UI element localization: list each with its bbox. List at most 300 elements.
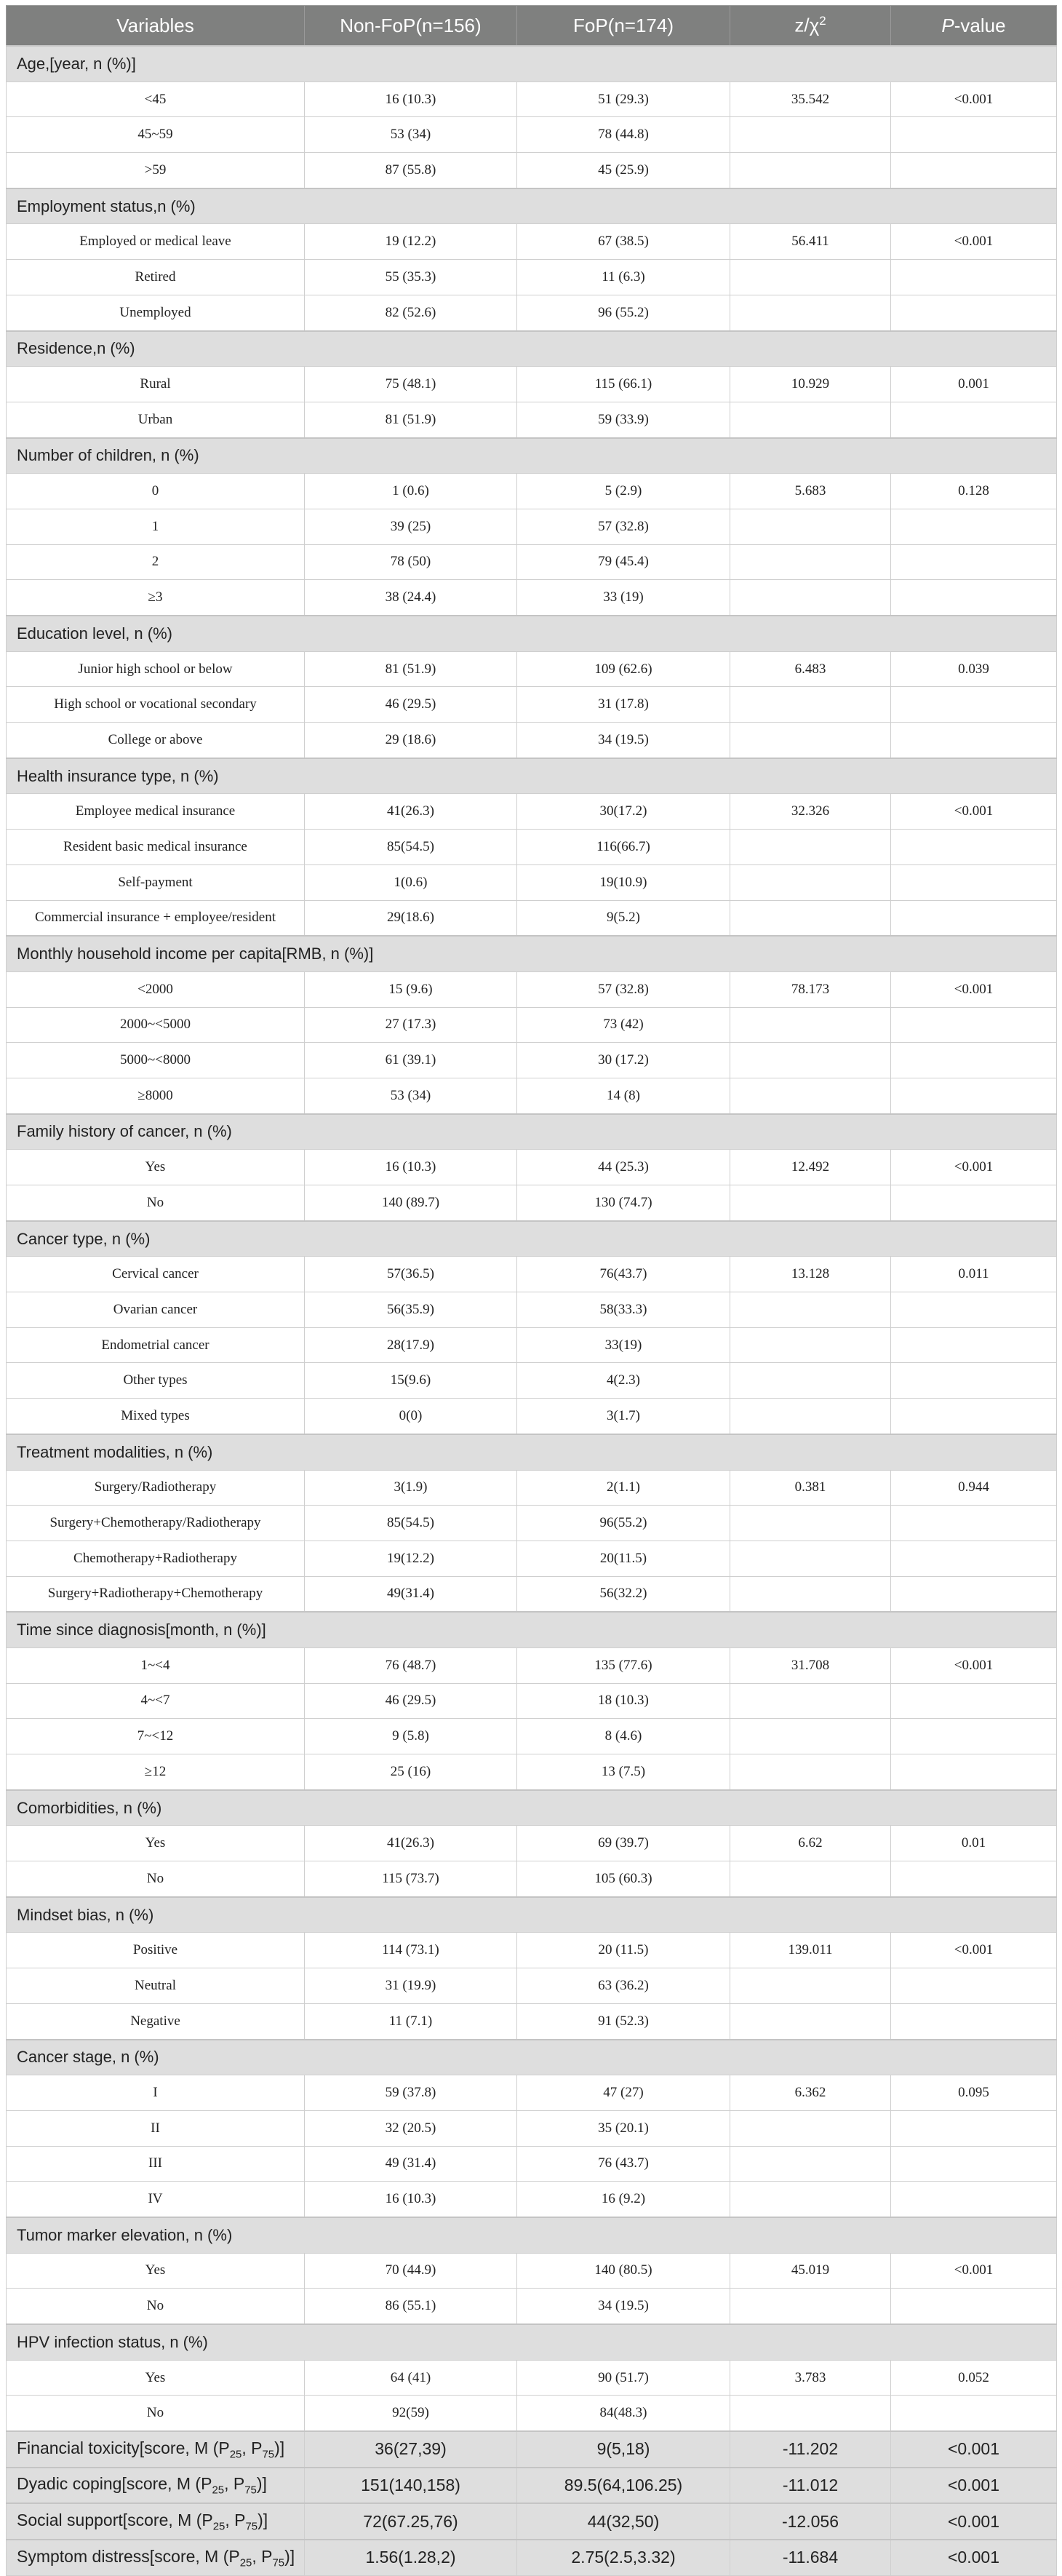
statistic-cell <box>730 1078 891 1113</box>
fop-cell: 11 (6.3) <box>517 260 730 295</box>
score-label-part: , P <box>224 2474 245 2494</box>
p-value-cell <box>891 1506 1057 1541</box>
non-fop-cell: 59 (37.8) <box>305 2075 517 2111</box>
variable-cell: ≥12 <box>7 1754 305 1790</box>
statistic-cell <box>730 153 891 188</box>
fop-cell: 115 (66.1) <box>517 367 730 402</box>
p-value-cell <box>891 544 1057 580</box>
p-value-cell <box>891 153 1057 188</box>
fop-cell: 96 (55.2) <box>517 295 730 330</box>
table-row <box>7 2075 1057 2111</box>
score-label-part: , P <box>252 2546 273 2566</box>
variable-cell: No <box>7 1861 305 1897</box>
fop-cell: 130 (74.7) <box>517 1185 730 1221</box>
table-row <box>7 2182 1057 2217</box>
statistic-cell: 6.483 <box>730 651 891 687</box>
non-fop-cell: 15 (9.6) <box>305 971 517 1007</box>
table-row <box>7 1399 1057 1434</box>
group-row <box>7 2324 1057 2360</box>
fop-cell: 19(10.9) <box>517 864 730 900</box>
table-row <box>7 402 1057 437</box>
table-row <box>7 367 1057 402</box>
statistic-cell <box>730 1399 891 1434</box>
group-row <box>7 331 1057 367</box>
group-title: Time since diagnosis[month, n (%)] <box>7 1612 1057 1647</box>
fop-cell: 59 (33.9) <box>517 402 730 437</box>
group-row <box>7 616 1057 651</box>
non-fop-cell: 70 (44.9) <box>305 2253 517 2289</box>
non-fop-cell: 25 (16) <box>305 1754 517 1790</box>
table-row <box>7 2003 1057 2039</box>
p-value-cell <box>891 2182 1057 2217</box>
p-value-cell <box>891 295 1057 330</box>
p-value-cell <box>891 1754 1057 1790</box>
variable-cell: Self-payment <box>7 864 305 900</box>
group-title: Comorbidities, n (%) <box>7 1790 1057 1826</box>
non-fop-cell: 36(27,39) <box>305 2431 517 2468</box>
stat-label: z/χ <box>794 14 820 36</box>
p-value-cell <box>891 1399 1057 1434</box>
score-label-part: )] <box>257 2510 268 2529</box>
fop-cell: 44 (25.3) <box>517 1150 730 1185</box>
statistic-cell: -12.056 <box>730 2503 891 2540</box>
non-fop-cell: 86 (55.1) <box>305 2289 517 2324</box>
table-row <box>7 1292 1057 1328</box>
table-row <box>7 1327 1057 1363</box>
statistic-cell <box>730 1292 891 1328</box>
statistic-cell <box>730 1043 891 1078</box>
non-fop-cell: 16 (10.3) <box>305 82 517 117</box>
p-value-cell <box>891 1683 1057 1719</box>
header-non-fop: Non-FoP(n=156) <box>305 6 517 47</box>
fop-cell: 33(19) <box>517 1327 730 1363</box>
table-row <box>7 1933 1057 1968</box>
group-title: Residence,n (%) <box>7 331 1057 367</box>
p-value-cell <box>891 1541 1057 1576</box>
non-fop-cell: 1.56(1.28,2) <box>305 2540 517 2575</box>
fop-cell: 44(32,50) <box>517 2503 730 2540</box>
non-fop-cell: 114 (73.1) <box>305 1933 517 1968</box>
non-fop-cell: 61 (39.1) <box>305 1043 517 1078</box>
fop-cell: 105 (60.3) <box>517 1861 730 1897</box>
fop-cell: 67 (38.5) <box>517 224 730 260</box>
group-row <box>7 46 1057 82</box>
variable-cell: Negative <box>7 2003 305 2039</box>
non-fop-cell: 29 (18.6) <box>305 723 517 758</box>
statistic-cell: 6.362 <box>730 2075 891 2111</box>
fop-cell: 5 (2.9) <box>517 474 730 509</box>
p-value-cell: <0.001 <box>891 2503 1057 2540</box>
variable-cell: Endometrial cancer <box>7 1327 305 1363</box>
group-title: Monthly household income per capita[RMB, n (%)] <box>7 936 1057 971</box>
fop-cell: 20 (11.5) <box>517 1933 730 1968</box>
group-row <box>7 188 1057 224</box>
variable-cell: Positive <box>7 1933 305 1968</box>
group-row <box>7 2040 1057 2075</box>
score-label-part: 25 <box>229 2448 242 2461</box>
score-label-part: 75 <box>245 2520 258 2533</box>
group-row <box>7 1221 1057 1257</box>
statistic-cell <box>730 864 891 900</box>
non-fop-cell: 56(35.9) <box>305 1292 517 1328</box>
score-label-part: , P <box>241 2438 263 2457</box>
p-value-cell <box>891 687 1057 723</box>
group-title: HPV infection status, n (%) <box>7 2324 1057 2360</box>
fop-cell: 8 (4.6) <box>517 1719 730 1754</box>
non-fop-cell: 85(54.5) <box>305 1506 517 1541</box>
table-row <box>7 1363 1057 1399</box>
p-value-cell <box>891 1576 1057 1612</box>
non-fop-cell: 64 (41) <box>305 2360 517 2396</box>
table-row <box>7 651 1057 687</box>
fop-cell: 58(33.3) <box>517 1292 730 1328</box>
table-row <box>7 2110 1057 2146</box>
variable-cell: Junior high school or below <box>7 651 305 687</box>
variable-cell: 2 <box>7 544 305 580</box>
non-fop-cell: 85(54.5) <box>305 830 517 865</box>
p-value-cell <box>891 1007 1057 1043</box>
p-value-cell <box>891 260 1057 295</box>
statistic-cell: 35.542 <box>730 82 891 117</box>
statistic-cell: 10.929 <box>730 367 891 402</box>
group-title: Treatment modalities, n (%) <box>7 1434 1057 1470</box>
table-row <box>7 723 1057 758</box>
group-title: Age,[year, n (%)] <box>7 46 1057 82</box>
fop-cell: 9(5.2) <box>517 900 730 936</box>
variable-cell: No <box>7 2289 305 2324</box>
statistic-cell <box>730 1719 891 1754</box>
score-row <box>7 2431 1057 2468</box>
statistic-cell <box>730 1007 891 1043</box>
p-value-cell <box>891 1185 1057 1221</box>
variable-cell: 1 <box>7 509 305 544</box>
variable-cell: I <box>7 2075 305 2111</box>
non-fop-cell: 1 (0.6) <box>305 474 517 509</box>
non-fop-cell: 53 (34) <box>305 1078 517 1113</box>
fop-cell: 78 (44.8) <box>517 117 730 153</box>
fop-cell: 63 (36.2) <box>517 1968 730 2004</box>
table-row <box>7 2253 1057 2289</box>
table-row <box>7 1968 1057 2004</box>
table-row <box>7 1257 1057 1292</box>
non-fop-cell: 46 (29.5) <box>305 1683 517 1719</box>
statistic-cell <box>730 1683 891 1719</box>
table-row <box>7 2289 1057 2324</box>
fop-cell: 76 (43.7) <box>517 2146 730 2182</box>
p-value-cell <box>891 1327 1057 1363</box>
statistic-cell <box>730 2110 891 2146</box>
header-row <box>7 6 1057 47</box>
fop-cell: 76(43.7) <box>517 1257 730 1292</box>
score-label-part: 25 <box>212 2520 225 2533</box>
non-fop-cell: 39 (25) <box>305 509 517 544</box>
header-p-value <box>891 6 1057 47</box>
table-row <box>7 580 1057 616</box>
fop-cell: 56(32.2) <box>517 1576 730 1612</box>
non-fop-cell: 140 (89.7) <box>305 1185 517 1221</box>
non-fop-cell: 92(59) <box>305 2396 517 2431</box>
non-fop-cell: 72(67.25,76) <box>305 2503 517 2540</box>
p-value-cell: <0.001 <box>891 2540 1057 2575</box>
p-value-cell: <0.001 <box>891 224 1057 260</box>
variable-cell: Commercial insurance + employee/resident <box>7 900 305 936</box>
non-fop-cell: 0(0) <box>305 1399 517 1434</box>
table-row <box>7 1150 1057 1185</box>
non-fop-cell: 19(12.2) <box>305 1541 517 1576</box>
group-title: Health insurance type, n (%) <box>7 758 1057 794</box>
fop-cell: 90 (51.7) <box>517 2360 730 2396</box>
group-title: Number of children, n (%) <box>7 438 1057 474</box>
fop-cell: 2(1.1) <box>517 1470 730 1506</box>
group-row <box>7 438 1057 474</box>
statistic-cell: 6.62 <box>730 1826 891 1861</box>
non-fop-cell: 49(31.4) <box>305 1576 517 1612</box>
header-fop: FoP(n=174) <box>517 6 730 47</box>
statistic-cell: 0.381 <box>730 1470 891 1506</box>
score-label <box>7 2431 305 2468</box>
variable-cell: Surgery+Chemotherapy/Radiotherapy <box>7 1506 305 1541</box>
fop-cell: 84(48.3) <box>517 2396 730 2431</box>
variable-cell: 4~<7 <box>7 1683 305 1719</box>
table-row <box>7 1043 1057 1078</box>
table-row <box>7 830 1057 865</box>
fop-cell: 79 (45.4) <box>517 544 730 580</box>
p-value-cell: <0.001 <box>891 1647 1057 1683</box>
variable-cell: Retired <box>7 260 305 295</box>
variable-cell: Unemployed <box>7 295 305 330</box>
table-row <box>7 509 1057 544</box>
statistic-cell <box>730 1506 891 1541</box>
fop-cell: 57 (32.8) <box>517 509 730 544</box>
score-label <box>7 2468 305 2504</box>
table-row <box>7 474 1057 509</box>
variable-cell: III <box>7 2146 305 2182</box>
p-value-cell <box>891 1043 1057 1078</box>
non-fop-cell: 28(17.9) <box>305 1327 517 1363</box>
statistic-cell: 31.708 <box>730 1647 891 1683</box>
non-fop-cell: 151(140,158) <box>305 2468 517 2504</box>
statistic-cell: -11.684 <box>730 2540 891 2575</box>
table-row <box>7 224 1057 260</box>
variable-cell: High school or vocational secondary <box>7 687 305 723</box>
statistic-cell <box>730 580 891 616</box>
score-label-part: 25 <box>212 2484 225 2497</box>
variable-cell: Rural <box>7 367 305 402</box>
variable-cell: 0 <box>7 474 305 509</box>
variable-cell: Employed or medical leave <box>7 224 305 260</box>
table-row <box>7 1470 1057 1506</box>
non-fop-cell: 115 (73.7) <box>305 1861 517 1897</box>
statistic-cell <box>730 900 891 936</box>
variable-cell: Yes <box>7 1826 305 1861</box>
variable-cell: >59 <box>7 153 305 188</box>
score-row <box>7 2503 1057 2540</box>
table-row <box>7 1647 1057 1683</box>
statistic-cell <box>730 2003 891 2039</box>
non-fop-cell: 81 (51.9) <box>305 402 517 437</box>
group-row <box>7 758 1057 794</box>
p-value-cell: 0.039 <box>891 651 1057 687</box>
table-row <box>7 260 1057 295</box>
score-label <box>7 2540 305 2575</box>
statistic-cell <box>730 117 891 153</box>
non-fop-cell: 53 (34) <box>305 117 517 153</box>
variable-cell: 1~<4 <box>7 1647 305 1683</box>
score-label-part: Dyadic coping[score, M (P <box>17 2474 212 2494</box>
p-value-cell: 0.011 <box>891 1257 1057 1292</box>
non-fop-cell: 1(0.6) <box>305 864 517 900</box>
score-label-part: )] <box>256 2474 267 2494</box>
statistic-cell <box>730 1363 891 1399</box>
variable-cell: 5000~<8000 <box>7 1043 305 1078</box>
statistic-cell: -11.012 <box>730 2468 891 2504</box>
non-fop-cell: 31 (19.9) <box>305 1968 517 2004</box>
non-fop-cell: 75 (48.1) <box>305 367 517 402</box>
fop-cell: 45 (25.9) <box>517 153 730 188</box>
group-title: Cancer type, n (%) <box>7 1221 1057 1257</box>
statistic-cell: -11.202 <box>730 2431 891 2468</box>
score-label-part: 75 <box>272 2556 285 2569</box>
p-value-cell: 0.001 <box>891 367 1057 402</box>
non-fop-cell: 82 (52.6) <box>305 295 517 330</box>
p-value-cell <box>891 2110 1057 2146</box>
score-label-part: )] <box>274 2438 285 2457</box>
score-label-part: Financial toxicity[score, M (P <box>17 2438 230 2457</box>
statistic-cell: 45.019 <box>730 2253 891 2289</box>
fop-cell: 9(5,18) <box>517 2431 730 2468</box>
table-row <box>7 687 1057 723</box>
fop-cell: 47 (27) <box>517 2075 730 2111</box>
variable-cell: Surgery/Radiotherapy <box>7 1470 305 1506</box>
statistic-cell <box>730 402 891 437</box>
p-value-cell <box>891 117 1057 153</box>
fop-cell: 31 (17.8) <box>517 687 730 723</box>
score-row <box>7 2468 1057 2504</box>
statistic-cell <box>730 723 891 758</box>
non-fop-cell: 15(9.6) <box>305 1363 517 1399</box>
table-row <box>7 1683 1057 1719</box>
non-fop-cell: 87 (55.8) <box>305 153 517 188</box>
variable-cell: Ovarian cancer <box>7 1292 305 1328</box>
group-row <box>7 1897 1057 1933</box>
non-fop-cell: 49 (31.4) <box>305 2146 517 2182</box>
p-value-cell <box>891 580 1057 616</box>
fop-cell: 51 (29.3) <box>517 82 730 117</box>
non-fop-cell: 9 (5.8) <box>305 1719 517 1754</box>
score-row <box>7 2540 1057 2575</box>
non-fop-cell: 38 (24.4) <box>305 580 517 616</box>
group-title: Tumor marker elevation, n (%) <box>7 2217 1057 2253</box>
table-row <box>7 864 1057 900</box>
variable-cell: Neutral <box>7 1968 305 2004</box>
variable-cell: Yes <box>7 2253 305 2289</box>
variable-cell: Cervical cancer <box>7 1257 305 1292</box>
variable-cell: 45~59 <box>7 117 305 153</box>
group-title: Education level, n (%) <box>7 616 1057 651</box>
variable-cell: College or above <box>7 723 305 758</box>
variable-cell: IV <box>7 2182 305 2217</box>
table-row <box>7 1719 1057 1754</box>
table-row <box>7 794 1057 830</box>
fop-cell: 135 (77.6) <box>517 1647 730 1683</box>
variable-cell: Other types <box>7 1363 305 1399</box>
table-row <box>7 1541 1057 1576</box>
statistic-cell: 78.173 <box>730 971 891 1007</box>
comparison-table <box>6 5 1057 2576</box>
table-row <box>7 1007 1057 1043</box>
fop-cell: 18 (10.3) <box>517 1683 730 1719</box>
p-value-cell: 0.095 <box>891 2075 1057 2111</box>
p-rest: -value <box>954 14 1006 36</box>
non-fop-cell: 81 (51.9) <box>305 651 517 687</box>
p-value-cell <box>891 1719 1057 1754</box>
statistic-cell <box>730 2396 891 2431</box>
fop-cell: 2.75(2.5,3.32) <box>517 2540 730 2575</box>
statistic-cell <box>730 2182 891 2217</box>
group-row <box>7 1612 1057 1647</box>
statistic-cell: 3.783 <box>730 2360 891 2396</box>
score-label-part: , P <box>225 2510 246 2529</box>
table-row <box>7 1754 1057 1790</box>
table-row <box>7 2396 1057 2431</box>
p-value-cell: <0.001 <box>891 2253 1057 2289</box>
group-title: Mindset bias, n (%) <box>7 1897 1057 1933</box>
non-fop-cell: 41(26.3) <box>305 794 517 830</box>
score-label <box>7 2503 305 2540</box>
statistic-cell <box>730 509 891 544</box>
group-row <box>7 1434 1057 1470</box>
statistic-cell <box>730 2146 891 2182</box>
non-fop-cell: 27 (17.3) <box>305 1007 517 1043</box>
non-fop-cell: 55 (35.3) <box>305 260 517 295</box>
variable-cell: Yes <box>7 2360 305 2396</box>
statistic-cell <box>730 1185 891 1221</box>
score-label-part: 75 <box>244 2484 257 2497</box>
statistic-cell: 32.326 <box>730 794 891 830</box>
group-title: Family history of cancer, n (%) <box>7 1114 1057 1150</box>
fop-cell: 116(66.7) <box>517 830 730 865</box>
p-value-cell <box>891 1292 1057 1328</box>
variable-cell: <45 <box>7 82 305 117</box>
p-value-cell <box>891 864 1057 900</box>
non-fop-cell: 3(1.9) <box>305 1470 517 1506</box>
variable-cell: 2000~<5000 <box>7 1007 305 1043</box>
table-row <box>7 153 1057 188</box>
table-row <box>7 2146 1057 2182</box>
variable-cell: Yes <box>7 1150 305 1185</box>
variable-cell: 7~<12 <box>7 1719 305 1754</box>
fop-cell: 20(11.5) <box>517 1541 730 1576</box>
p-value-cell: <0.001 <box>891 971 1057 1007</box>
statistic-cell <box>730 260 891 295</box>
statistic-cell <box>730 1754 891 1790</box>
table-row <box>7 900 1057 936</box>
variable-cell: No <box>7 1185 305 1221</box>
group-row <box>7 1790 1057 1826</box>
fop-cell: 96(55.2) <box>517 1506 730 1541</box>
fop-cell: 34 (19.5) <box>517 723 730 758</box>
fop-cell: 14 (8) <box>517 1078 730 1113</box>
fop-cell: 109 (62.6) <box>517 651 730 687</box>
p-value-cell: 0.128 <box>891 474 1057 509</box>
table-row <box>7 971 1057 1007</box>
variable-cell: II <box>7 2110 305 2146</box>
fop-cell: 73 (42) <box>517 1007 730 1043</box>
non-fop-cell: 76 (48.7) <box>305 1647 517 1683</box>
p-value-cell <box>891 1861 1057 1897</box>
fop-cell: 91 (52.3) <box>517 2003 730 2039</box>
fop-cell: 140 (80.5) <box>517 2253 730 2289</box>
